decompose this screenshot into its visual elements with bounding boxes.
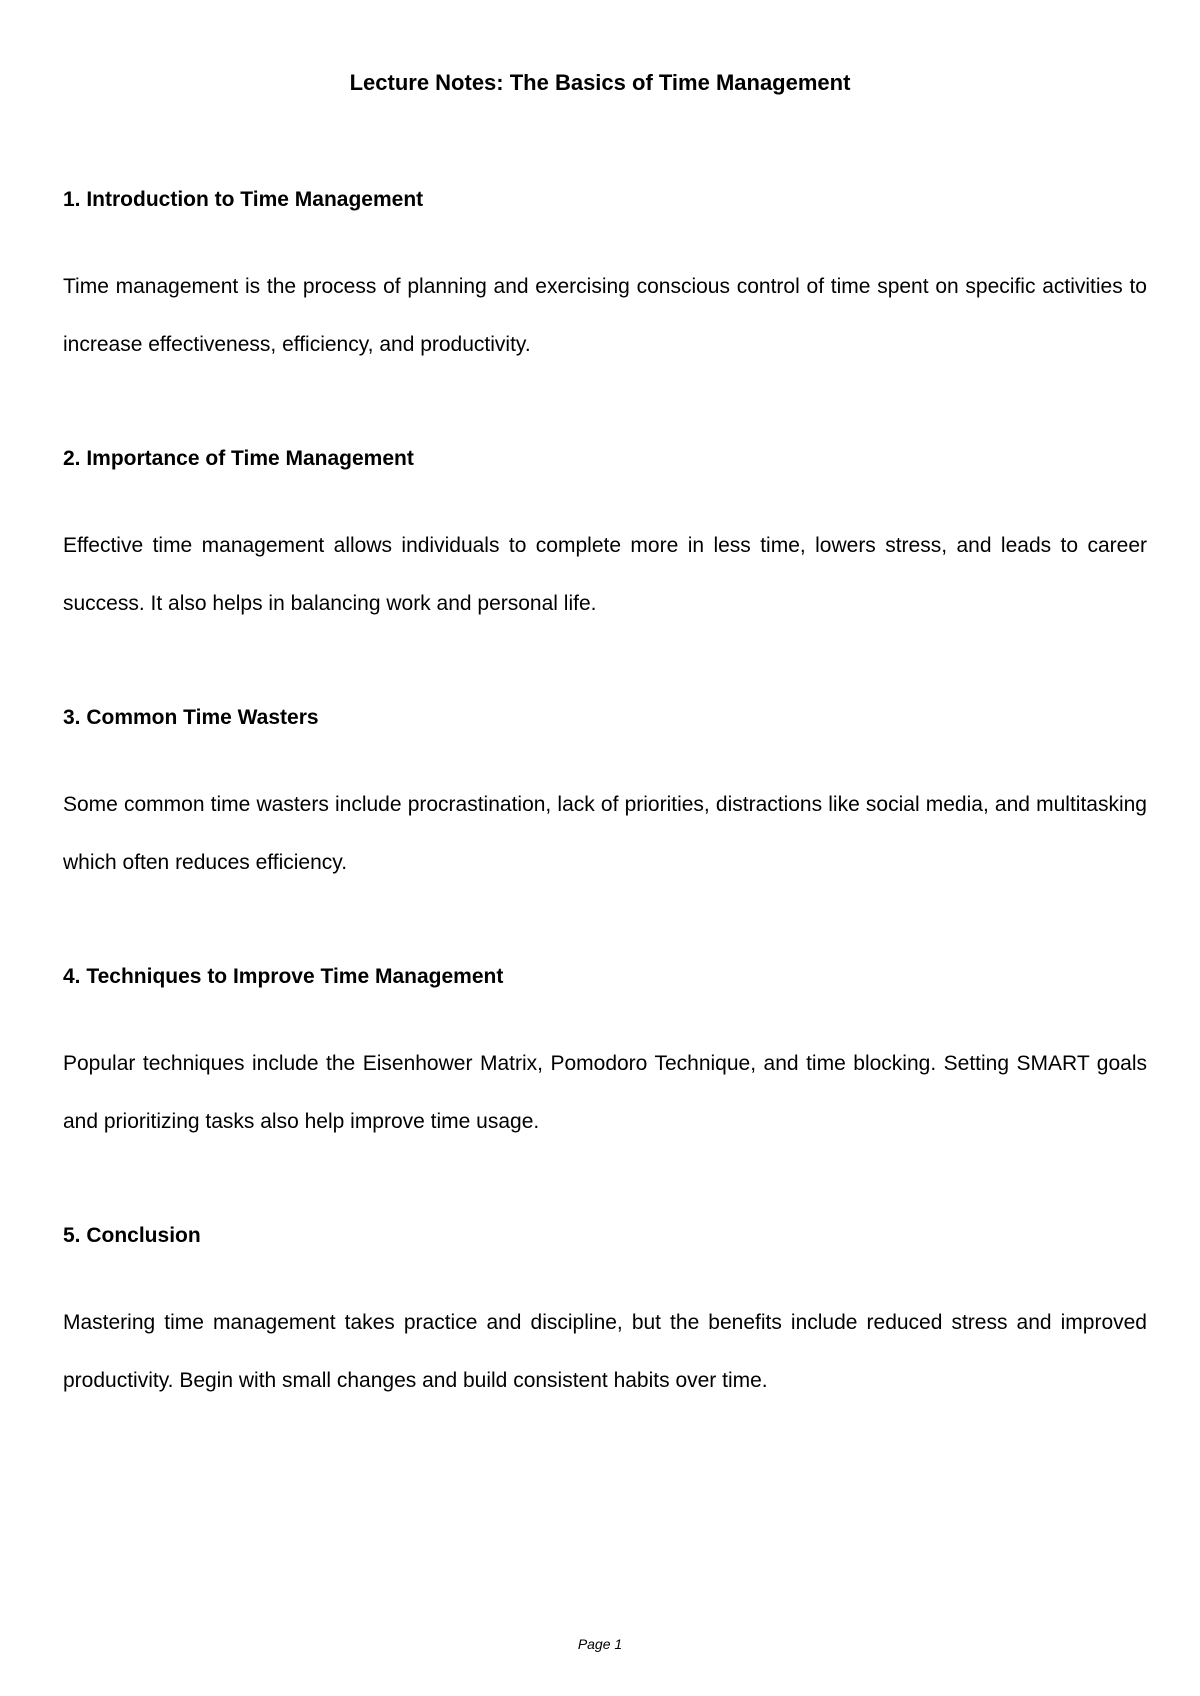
section-body-introduction: Time management is the process of planning and exercising conscious control of time spent on specific activities to increase effectiveness, efficiency, and productivity. xyxy=(63,275,1147,356)
page-number-footer: Page 1 xyxy=(577,1636,623,1652)
section-heading-techniques: 4. Techniques to Improve Time Management xyxy=(63,965,504,988)
section-body-importance: Effective time management allows individuals to complete more in less time, lowers stress, and leads to career success. It also helps in balancing work and personal life. xyxy=(63,534,1147,615)
section-heading-conclusion: 5. Conclusion xyxy=(63,1224,201,1247)
section-body-conclusion: Mastering time management takes practice and discipline, but the benefits include reduced stress and improved productivity. Begin with small changes and build consistent habits over time. xyxy=(63,1311,1147,1392)
section-body-techniques: Popular techniques include the Eisenhower Matrix, Pomodoro Technique, and time blocking. Setting SMART goals and prioritizing tasks also help improve time usage. xyxy=(63,1052,1147,1133)
section-body-time-wasters: Some common time wasters include procrastination, lack of priorities, distractions like social media, and multitasking which often reduces efficiency. xyxy=(63,793,1147,874)
section-heading-time-wasters: 3. Common Time Wasters xyxy=(63,706,319,729)
section-heading-introduction: 1. Introduction to Time Management xyxy=(63,188,424,211)
document-title: Lecture Notes: The Basics of Time Management xyxy=(349,70,851,95)
section-heading-importance: 2. Importance of Time Management xyxy=(63,447,414,470)
